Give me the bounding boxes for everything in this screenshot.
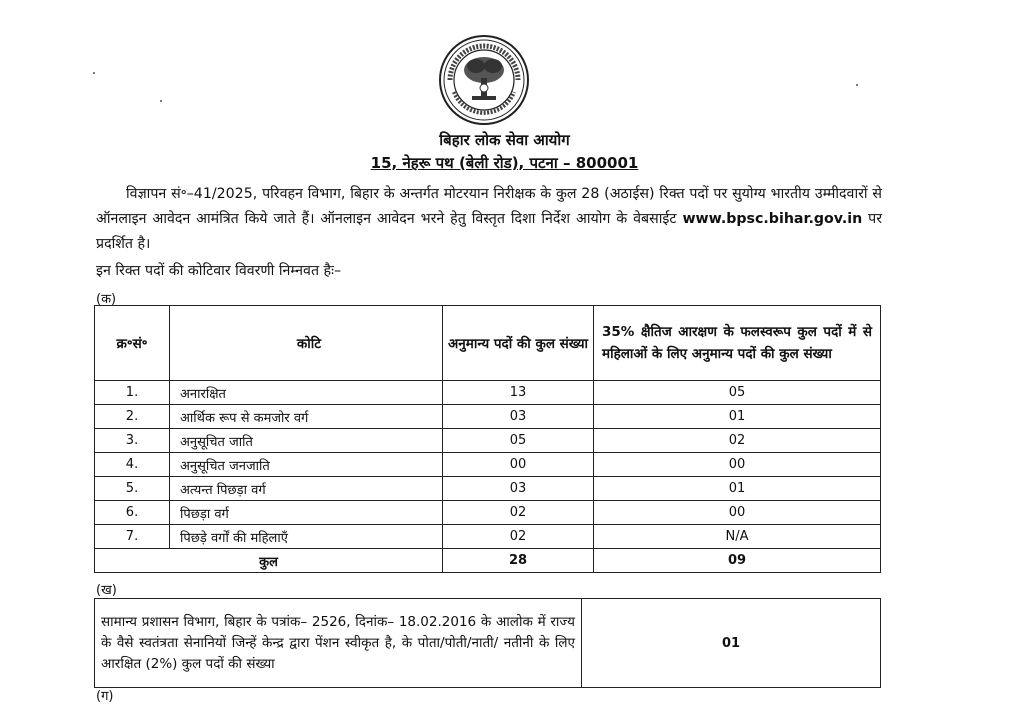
table-row xyxy=(95,501,881,525)
header-category: कोटि xyxy=(170,306,443,381)
row-women-posts: 01 xyxy=(594,405,881,429)
section-a-tag: (क) xyxy=(96,292,117,307)
row-women-posts: 00 xyxy=(594,453,881,477)
row-women-posts: 01 xyxy=(594,477,881,501)
row-women-posts: 00 xyxy=(594,501,881,525)
advt-number: विज्ञापन सं॰–41/2025, xyxy=(126,186,258,202)
row-category: अनुसूचित जाति xyxy=(170,429,443,453)
row-total-posts: 13 xyxy=(443,381,594,405)
row-serial-number: 7. xyxy=(95,525,170,549)
row-serial-number: 3. xyxy=(95,429,170,453)
row-total-posts: 03 xyxy=(443,405,594,429)
freedom-fighter-reservation-table xyxy=(94,598,881,688)
row-serial-number: 4. xyxy=(95,453,170,477)
header-women-posts: 35% क्षैतिज आरक्षण के फलस्वरूप कुल पदों में से महिलाओं के लिए अनुमान्य पदों की कुल संख्या xyxy=(594,306,881,381)
row-serial-number: 2. xyxy=(95,405,170,429)
scan-speck xyxy=(93,72,95,74)
row-serial-number: 6. xyxy=(95,501,170,525)
table-row xyxy=(95,525,881,549)
row-serial-number: 5. xyxy=(95,477,170,501)
advertisement-paragraph xyxy=(96,182,882,257)
freedom-fighter-post-count: 01 xyxy=(582,599,881,688)
table-row xyxy=(95,381,881,405)
section-b-tag: (ख) xyxy=(96,583,117,598)
table-row xyxy=(95,477,881,501)
freedom-fighter-description: सामान्य प्रशासन विभाग, बिहार के पत्रांक– 2526, दिनांक– 18.02.2016 के आलोक में राज्य के वैसे स्वतंत्रता सेनानियों जिन्हें केन्द्र द्वारा पेंशन स्वीकृत है, के पोता/पोती/नाती/ नतीनी के लिए आरक्षित (2%) कुल पदों की संख्या xyxy=(95,599,582,688)
total-women-posts-sum: 09 xyxy=(594,549,881,573)
organization-name: बिहार लोक सेवा आयोग xyxy=(439,131,570,149)
table-row xyxy=(95,453,881,477)
row-total-posts: 02 xyxy=(443,501,594,525)
row-category: पिछड़े वर्गों की महिलाएँ xyxy=(170,525,443,549)
category-vacancy-table xyxy=(94,305,881,573)
bpsc-emblem-seal xyxy=(438,34,530,126)
row-women-posts: N/A xyxy=(594,525,881,549)
website-link[interactable]: www.bpsc.bihar.gov.in xyxy=(682,211,863,227)
row-serial-number: 1. xyxy=(95,381,170,405)
total-posts-sum: 28 xyxy=(443,549,594,573)
row-category: पिछड़ा वर्ग xyxy=(170,501,443,525)
header-serial-number: क्र॰सं॰ xyxy=(95,306,170,381)
table-row xyxy=(95,599,881,688)
table-row xyxy=(95,429,881,453)
table-header-row xyxy=(95,306,881,381)
scan-speck xyxy=(856,84,858,86)
row-women-posts: 02 xyxy=(594,429,881,453)
table-total-row xyxy=(95,549,881,573)
row-total-posts: 00 xyxy=(443,453,594,477)
total-label: कुल xyxy=(95,549,443,573)
row-total-posts: 03 xyxy=(443,477,594,501)
section-c-tag: (ग) xyxy=(96,689,114,704)
row-women-posts: 05 xyxy=(594,381,881,405)
advt-body-text-end: पर प्रदर्शित है। xyxy=(96,211,883,252)
header-total-posts: अनुमान्य पदों की कुल संख्या xyxy=(443,306,594,381)
scan-speck xyxy=(160,100,162,102)
row-total-posts: 02 xyxy=(443,525,594,549)
advt-body-text: परिवहन विभाग, बिहार के अन्तर्गत मोटरयान निरीक्षक के कुल 28 (अठाईस) रिक्त पदों पर सुयोग्य भारतीय उम्मीदवारों से ऑनलाइन आवेदन आमंत्रित किये जाते हैं। ऑनलाइन आवेदन भरने हेतु विस्तृत दिशा निर्देश आयोग के वेबसाईट xyxy=(96,186,882,227)
category-intro-text: इन रिक्त पदों की कोटिवार विवरणी निम्नवत हैः– xyxy=(96,263,342,279)
row-category: अत्यन्त पिछड़ा वर्ग xyxy=(170,477,443,501)
row-category: आर्थिक रूप से कमजोर वर्ग xyxy=(170,405,443,429)
table-row xyxy=(95,405,881,429)
row-total-posts: 05 xyxy=(443,429,594,453)
organization-address: 15, नेहरू पथ (बेली रोड), पटना – 800001 xyxy=(370,154,639,172)
row-category: अनुसूचित जनजाति xyxy=(170,453,443,477)
row-category: अनारक्षित xyxy=(170,381,443,405)
